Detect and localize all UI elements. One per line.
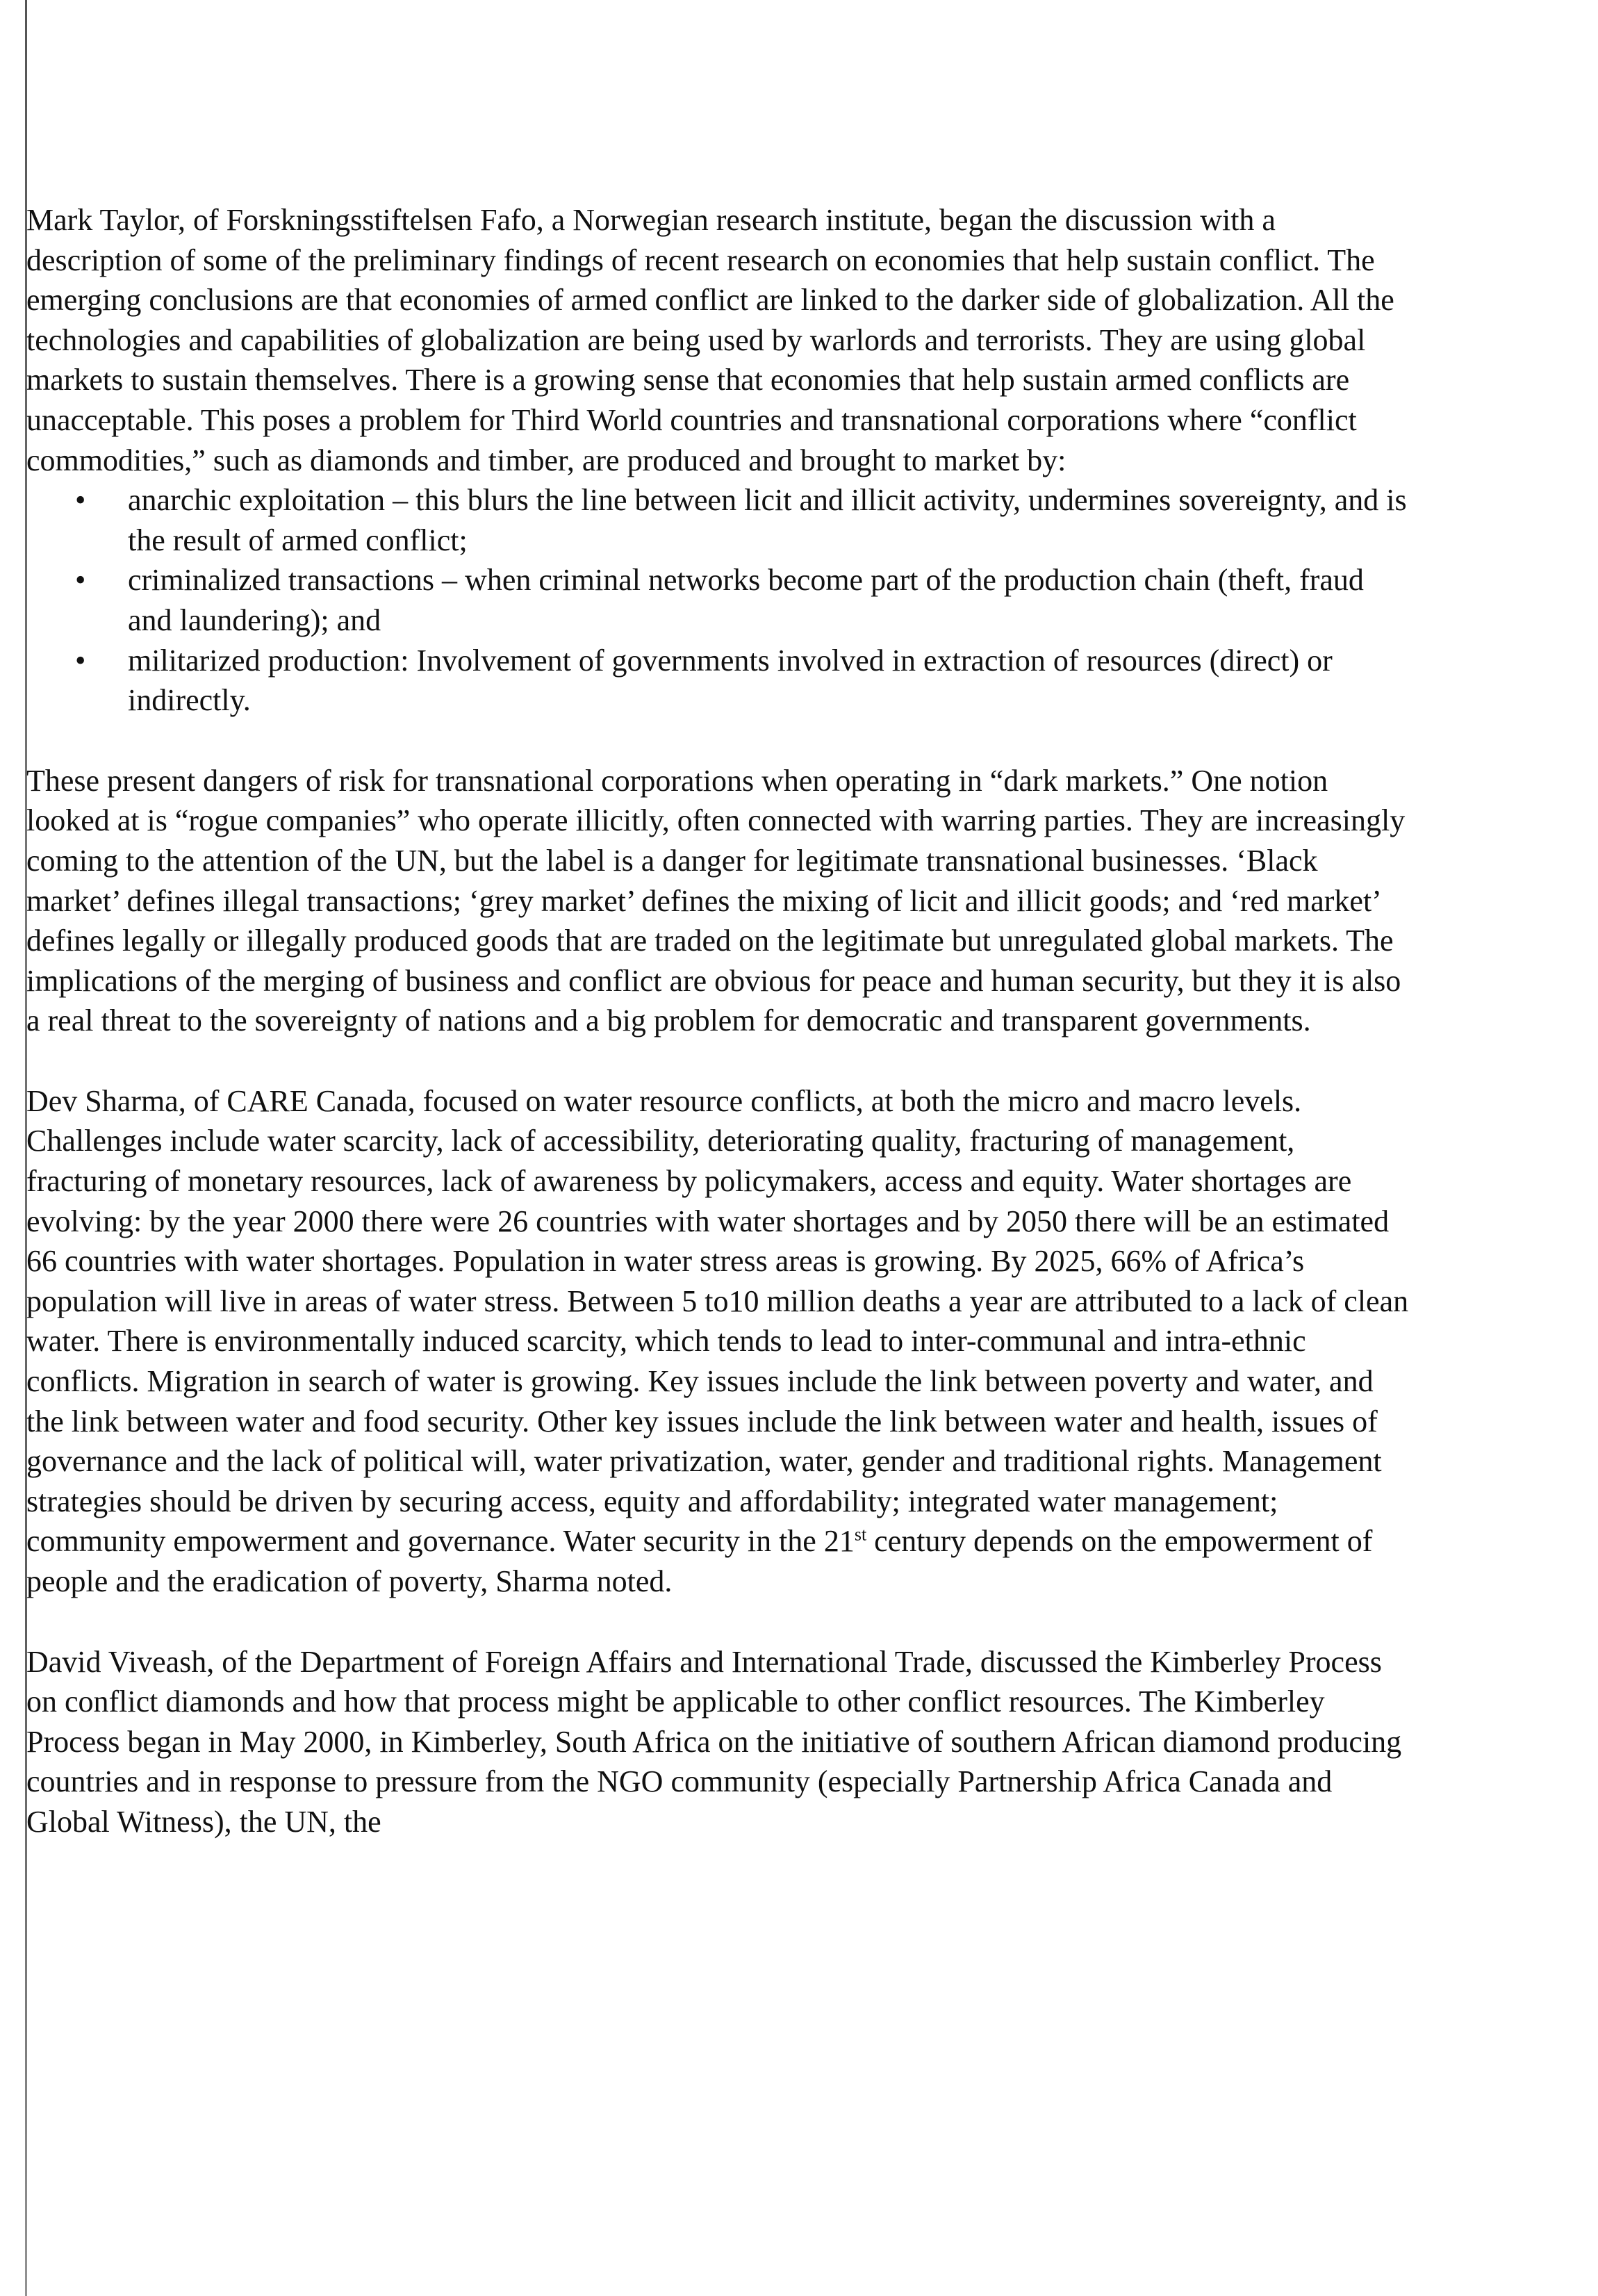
paragraph-viveash: David Viveash, of the Department of Foreign Affairs and International Trade, discussed the Kimberley Process on conflict diamonds and how that process might be applicable to other conflict resources. The Kimberley Process began in May 2000, in Kimberley, South Africa on the initiative of southern African diamond producing countries and in response to pressure from the NGO community (especially Partnership Africa Canada and Global Witness), the UN, the	[26, 1644, 1402, 1839]
bullet-item: • anarchic exploitation – this blurs the line between licit and illicit activity, undermines sovereignty, and is the result of armed conflict;	[26, 480, 1409, 560]
ordinal-suffix: st	[854, 1524, 867, 1545]
paragraph-dangers: These present dangers of risk for transnational corporations when operating in “dark markets.” One notion looked at is “rogue companies” who operate illicitly, often connected with warring parties. They are increasingly coming to the attention of the UN, but the label is a danger for legitimate transnational businesses. ‘Black market’ defines illegal transactions; ‘grey market’ defines the mixing of licit and illicit goods; and ‘red market’ defines legally or illegally produced goods that are traded on the legitimate but unregulated global markets. The implications of the merging of business and conflict are obvious for peace and human security, but they it is also a real threat to the sovereignty of nations and a big problem for democratic and transparent governments.	[26, 763, 1406, 1038]
bullet-item: • criminalized transactions – when criminal networks become part of the production chain (theft, fraud and laundering); and	[26, 560, 1409, 640]
document-page	[26, 200, 1409, 1883]
paragraph-sharma-end: century depends on the empowerment of people and the eradication of poverty, Sharma noted.	[26, 1524, 1373, 1598]
bullet-item: • militarized production: Involvement of governments involved in extraction of resources (direct) or indirectly.	[26, 641, 1409, 721]
paragraph-sharma-text: Dev Sharma, of CARE Canada, focused on water resource conflicts, at both the micro and macro levels. Challenges include water scarcity, lack of accessibility, deteriorating quality, fracturing of management, fracturing of monetary resources, lack of awareness by policymakers, access and equity. Water shortages are evolving: by the year 2000 there were 26 countries with water shortages and by 2050 there will be an estimated 66 countries with water shortages. Population in water stress areas is growing. By 2025, 66% of Africa’s population will live in areas of water stress. Between 5 to10 million deaths a year are attributed to a lack of clean water. There is environmentally induced scarcity, which tends to lead to inter-communal and intra-ethnic conflicts. Migration in search of water is growing. Key issues include the link between poverty and water, and the link between water and food security. Other key issues include the link between water and health, issues of governance and the lack of political will, water privatization, water, gender and traditional rights. Management strategies should be driven by securing access, equity and affordability; integrated water management; community empowerment and governance. Water security in the 21	[26, 1083, 1409, 1559]
paragraph-sharma	[26, 1081, 1409, 1602]
bullet-list	[26, 480, 1409, 721]
paragraph-taylor: Mark Taylor, of Forskningsstiftelsen Fafo, a Norwegian research institute, began the discussion with a description of some of the preliminary findings of recent research on economies that help sustain conflict. The emerging conclusions are that economies of armed conflict are linked to the darker side of globalization. All the technologies and capabilities of globalization are being used by warlords and terrorists. They are using global markets to sustain themselves. There is a growing sense that economies that help sustain armed conflicts are unacceptable. This poses a problem for Third World countries and transnational corporations where “conflict commodities,” such as diamonds and timber, are produced and brought to market by:	[26, 203, 1394, 477]
